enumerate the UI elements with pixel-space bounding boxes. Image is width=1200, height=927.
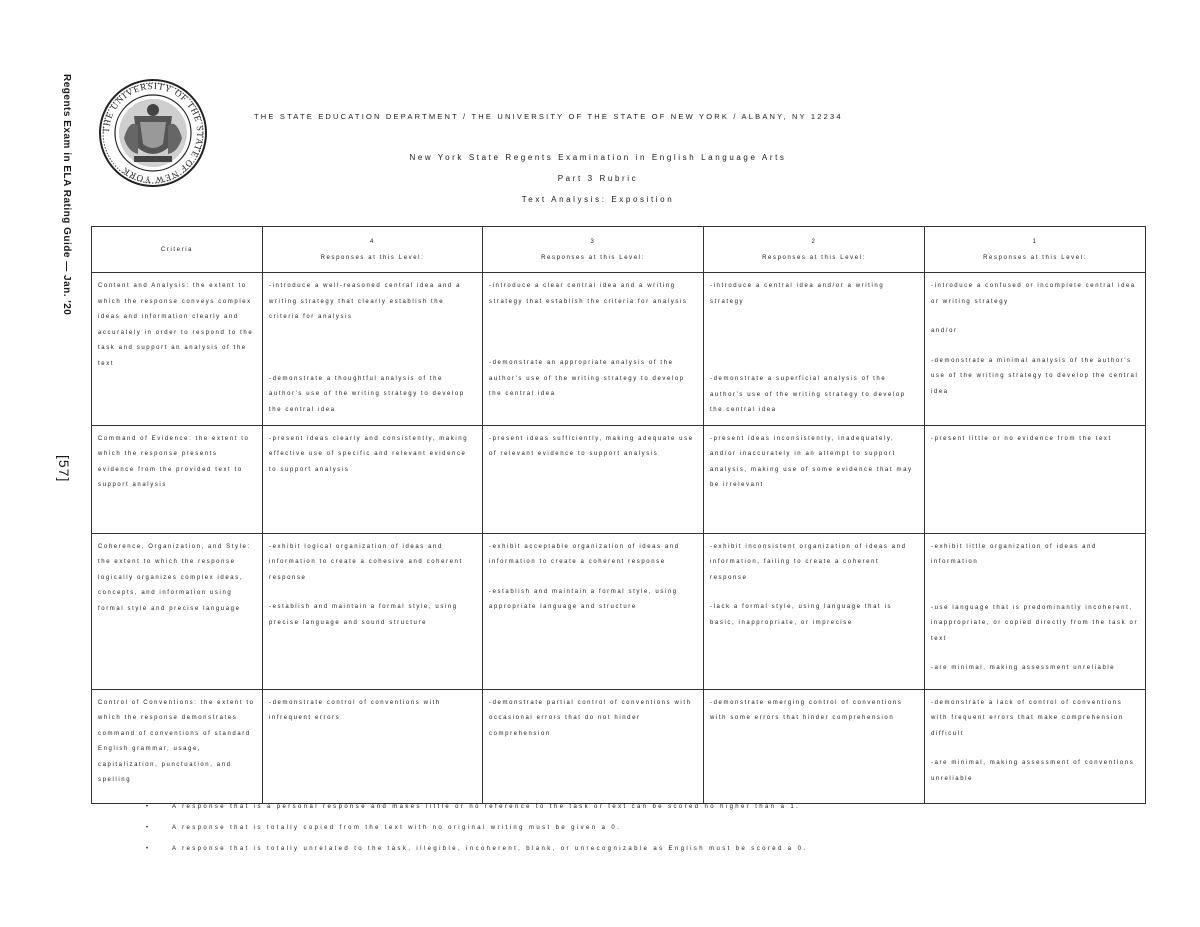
- criteria-header: Criteria: [92, 227, 263, 273]
- state-seal-logo: [94, 78, 212, 188]
- coherence-level-3-cell: -exhibit acceptable organization of ideas and information to create a coherent response -establish and maintain a formal style, using appropriate language and structure: [483, 533, 704, 689]
- rubric-header-row: [92, 227, 1146, 273]
- conventions-level-1-cell: -demonstrate a lack of control of conventions with frequent errors that make comprehension difficult -are minimal, making assessment of conventions unreliable: [925, 689, 1146, 803]
- evidence-level-1-cell: -present little or no evidence from the text: [925, 425, 1146, 533]
- note-item: • A response that is totally unrelated to the task, illegible, incoherent, blank, or unrecognizable as English must be scored a 0.: [146, 846, 808, 852]
- note-item: • A response that is totally copied from the text with no original writing must be given a 0.: [146, 825, 622, 831]
- content-analysis-row: [92, 273, 1146, 426]
- coherence-level-1-cell: -exhibit little organization of ideas and information -use language that is predominantly incoherent, inappropriate, or copied directly from the task or text -are minimal, making assessment unreliable: [925, 533, 1146, 689]
- level-3-header: 3 Responses at this Level:: [483, 227, 704, 273]
- page-number: [57]: [56, 455, 72, 483]
- note-item: • A response that is a personal response and makes little or no reference to the task or text can be scored no higher than a 1.: [146, 804, 801, 810]
- conventions-level-2-cell: -demonstrate emerging control of conventions with some errors that hinder comprehension: [704, 689, 925, 803]
- evidence-level-3-cell: -present ideas sufficiently, making adequate use of relevant evidence to support analysis: [483, 425, 704, 533]
- content-level-3-cell: -introduce a clear central idea and a writing strategy that establish the criteria for analysis -demonstrate an appropriate analysis of the author's use of the writing strategy to develop the central idea: [483, 273, 704, 426]
- conventions-level-4-cell: -demonstrate control of conventions with infrequent errors: [263, 689, 483, 803]
- seal-text: THE UNIVERSITY OF THE STATE OF NEW YORK: [100, 80, 206, 186]
- conventions-level-3-cell: -demonstrate partial control of conventions with occasional errors that do not hinder comprehension: [483, 689, 704, 803]
- command-evidence-row: [92, 425, 1146, 533]
- coherence-organization-row: [92, 533, 1146, 689]
- scoring-rubric-table: [91, 226, 1146, 804]
- criteria-content-analysis: Content and Analysis: the extent to which the response conveys complex ideas and information clearly and accurately in order to respond to the task and support an analysis of the text: [92, 273, 263, 426]
- rating-guide-sidebar-title: Regents Exam in ELA Rating Guide — Jan. '20: [61, 74, 72, 316]
- evidence-level-4-cell: -present ideas clearly and consistently, making effective use of specific and relevant evidence to support analysis: [263, 425, 483, 533]
- criteria-control-conventions: Control of Conventions: the extent to which the response demonstrates command of conventions of standard English grammar, usage, capitalization, punctuation, and spelling: [92, 689, 263, 803]
- level-1-header: 1 Responses at this Level:: [925, 227, 1146, 273]
- level-4-header: 4 Responses at this Level:: [263, 227, 483, 273]
- department-header: THE STATE EDUCATION DEPARTMENT / THE UNIVERSITY OF THE STATE OF NEW YORK / ALBANY, NY 12234: [254, 112, 843, 121]
- criteria-coherence-organization: Coherence, Organization, and Style: the extent to which the response logically organizes complex ideas, concepts, and information using formal style and precise language: [92, 533, 263, 689]
- exam-title: New York State Regents Examination in English Language Arts: [409, 153, 787, 162]
- control-conventions-row: [92, 689, 1146, 803]
- rubric-part-title: Part 3 Rubric: [557, 174, 639, 183]
- content-level-2-cell: -introduce a central idea and/or a writing strategy -demonstrate a superficial analysis of the author's use of the writing strategy to develop the central idea: [704, 273, 925, 426]
- content-level-1-cell: -introduce a confused or incomplete central idea or writing strategy and/or -demonstrate a minimal analysis of the author's use of the writing strategy to develop the central idea: [925, 273, 1146, 426]
- coherence-level-4-cell: -exhibit logical organization of ideas and information to create a cohesive and coherent response -establish and maintain a formal style, using precise language and sound structure: [263, 533, 483, 689]
- content-level-4-cell: -introduce a well-reasoned central idea and a writing strategy that clearly establish the criteria for analysis -demonstrate a thoughtful analysis of the author's use of the writing strategy to develop the central idea: [263, 273, 483, 426]
- level-2-header: 2 Responses at this Level:: [704, 227, 925, 273]
- criteria-command-evidence: Command of Evidence: the extent to which the response presents evidence from the provided text to support analysis: [92, 425, 263, 533]
- scoring-notes: [146, 804, 1146, 867]
- coherence-level-2-cell: -exhibit inconsistent organization of ideas and information, failing to create a coherent response -lack a formal style, using language that is basic, inappropriate, or imprecise: [704, 533, 925, 689]
- evidence-level-2-cell: -present ideas inconsistently, inadequately, and/or inaccurately in an attempt to support analysis, making use of some evidence that may be irrelevant: [704, 425, 925, 533]
- rubric-subtitle: Text Analysis: Exposition: [521, 195, 675, 204]
